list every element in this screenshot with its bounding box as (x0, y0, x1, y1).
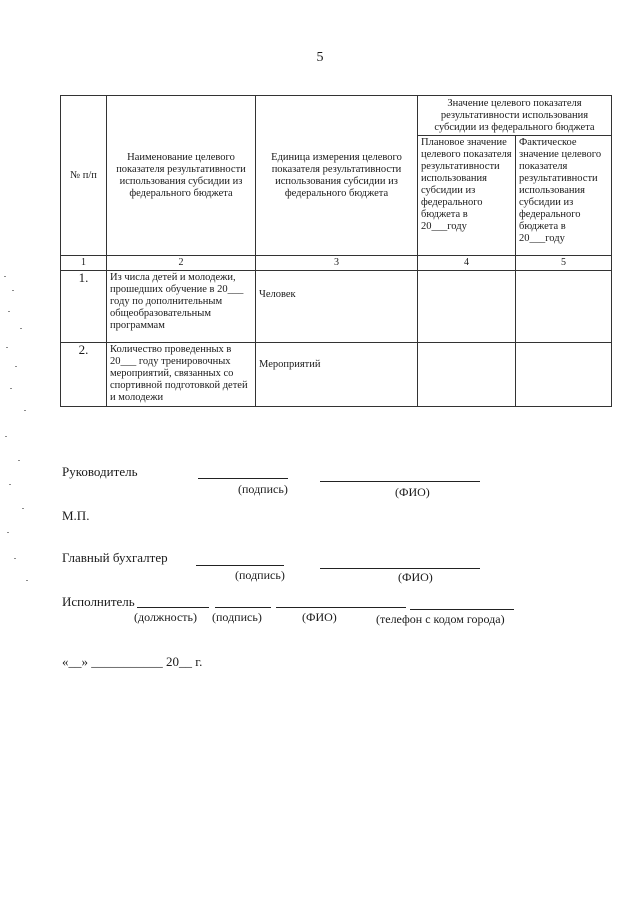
accountant-fio-line (320, 568, 480, 569)
executor-phone-line (410, 609, 514, 610)
executor-fio-line (276, 607, 406, 608)
executor-signature-caption: (подпись) (212, 610, 262, 624)
accountant-label: Главный бухгалтер (62, 550, 168, 565)
table-row (61, 343, 612, 407)
accountant-fio-caption: (ФИО) (398, 570, 433, 584)
executor-label: Исполнитель (62, 594, 135, 609)
header-col-number: № п/п (61, 96, 107, 256)
indicator-unit: Человек (256, 271, 418, 343)
header-value-group: Значение целевого показателя результативности использования субсидии из федерального бюджета (418, 96, 612, 136)
row-number: 1. (61, 271, 107, 343)
indicator-name: Из числа детей и молодежи, прошедших обучение в 20___ году по дополнительным общеобразовательным программам (107, 271, 256, 343)
fact-value-cell (516, 343, 612, 407)
head-fio-caption: (ФИО) (395, 485, 430, 499)
header-col-fact: Фактическое значение целевого показателя результативности использования субсидии из федерального бюджета в 20___году (516, 136, 612, 256)
executor-signature-line (215, 607, 271, 608)
head-fio-line (320, 481, 480, 482)
header-col-unit: Единица измерения целевого показателя результативности использования субсидии из федерального бюджета (256, 96, 418, 256)
stamp-label: М.П. (62, 508, 90, 523)
column-number: 4 (418, 256, 516, 271)
column-number: 2 (107, 256, 256, 271)
scan-noise (0, 270, 48, 600)
indicator-name: Количество проведенных в 20___ году тренировочных мероприятий, связанных со спортивной подготовкой детей и молодежи (107, 343, 256, 407)
column-number: 1 (61, 256, 107, 271)
executor-phone-caption: (телефон с кодом города) (376, 612, 505, 626)
indicator-unit: Мероприятий (256, 343, 418, 407)
accountant-signature-line (196, 565, 284, 566)
head-label: Руководитель (62, 464, 138, 479)
indicators-table (60, 95, 611, 407)
head-signature-line (198, 478, 288, 479)
header-col-plan: Плановое значение целевого показателя результативности использования субсидии из федерального бюджета в 20___году (418, 136, 516, 256)
plan-value-cell (418, 343, 516, 407)
accountant-signature-caption: (подпись) (235, 568, 285, 582)
page-number: 5 (316, 50, 324, 65)
column-number: 3 (256, 256, 418, 271)
executor-fio-caption: (ФИО) (302, 610, 337, 624)
executor-position-caption: (должность) (134, 610, 197, 624)
column-number: 5 (516, 256, 612, 271)
header-col-name: Наименование целевого показателя результативности использования субсидии из федерального бюджета (107, 96, 256, 256)
head-signature-caption: (подпись) (238, 482, 288, 496)
executor-position-line (137, 607, 209, 608)
row-number: 2. (61, 343, 107, 407)
date-line: «__» ___________ 20__ г. (62, 654, 203, 669)
fact-value-cell (516, 271, 612, 343)
column-numbers-row (61, 256, 612, 271)
table-row (61, 271, 612, 343)
plan-value-cell (418, 271, 516, 343)
